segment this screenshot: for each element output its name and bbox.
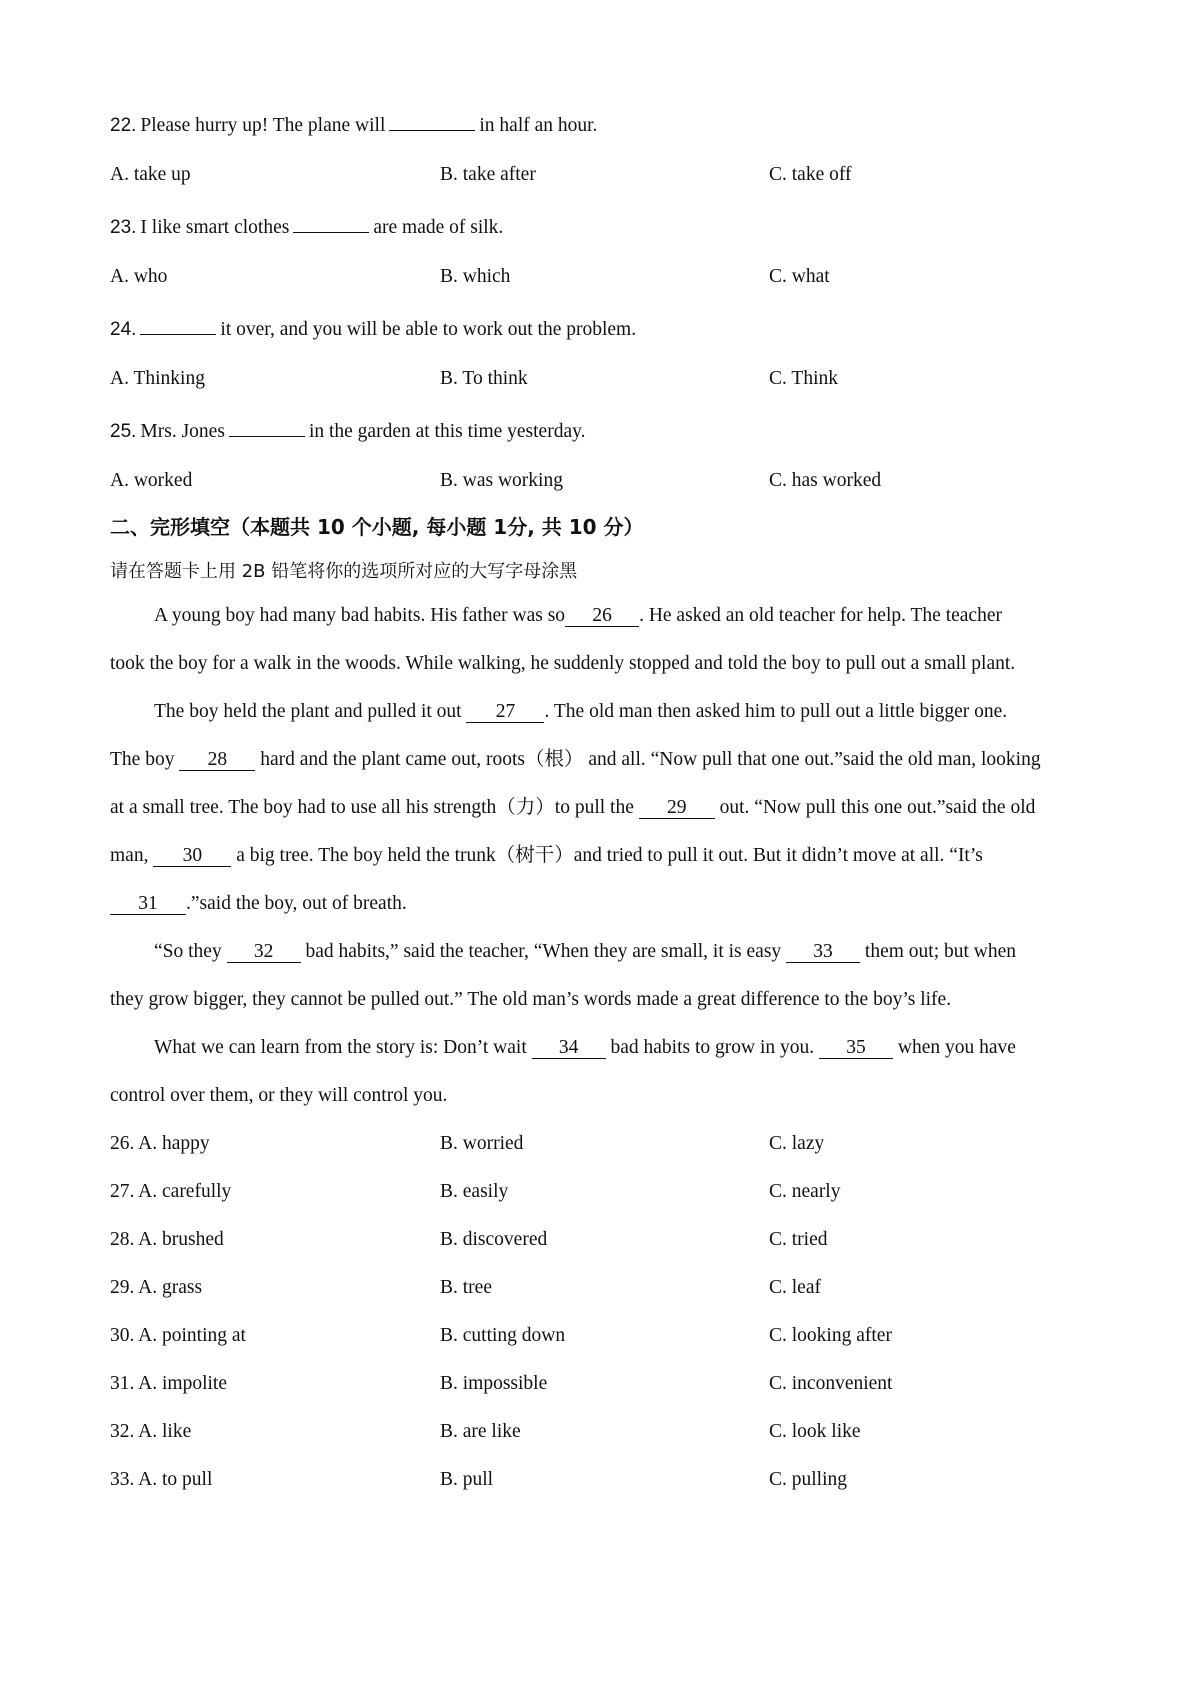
option-b: B. are like [440,1421,521,1442]
option-a: 28. A. brushed [110,1229,224,1250]
question-number: 23. [110,217,137,238]
option-b: B. was working [440,470,563,491]
option-b: B. worried [440,1133,524,1154]
question-22 [110,112,597,138]
question-number: 22. [110,115,137,136]
question-text: in the garden at this time yesterday. [308,421,586,442]
option-a: A. who [110,266,168,287]
option-a: 26. A. happy [110,1133,210,1154]
option-c: C. Think [769,368,838,389]
question-23 [110,214,503,240]
blank-27: 27 [466,702,544,723]
option-a: 33. A. to pull [110,1469,213,1490]
blank-35: 35 [819,1038,893,1059]
question-text: Please hurry up! The plane will [140,115,386,136]
passage-line [110,604,1002,628]
question-text: in half an hour. [479,115,598,136]
question-text: Mrs. Jones [140,421,225,442]
option-b: B. discovered [440,1229,548,1250]
passage-text: man, [110,845,149,866]
blank-30: 30 [153,846,231,867]
blank-33: 33 [786,942,860,963]
option-b: B. impossible [440,1373,548,1394]
option-b: B. cutting down [440,1325,566,1346]
option-c: C. pulling [769,1469,848,1490]
option-c: C. looking after [769,1325,892,1346]
answer-blank [140,316,216,335]
passage-text: The boy held the plant and pulled it out [154,701,462,722]
option-b: B. take after [440,164,536,185]
option-c: C. tried [769,1229,828,1250]
passage-text: hard and the plant came out, roots（根） and all. “Now pull that one out.”said the old man, looking [260,749,1041,770]
option-b: B. tree [440,1277,492,1298]
passage-text: out. “Now pull this one out.”said the old [719,797,1036,818]
option-a: 29. A. grass [110,1277,203,1298]
passage-text: at a small tree. The boy had to use all his strength（力）to pull the [110,797,634,818]
answer-blank [293,214,369,233]
option-b: B. pull [440,1469,494,1490]
answer-blank [389,112,475,131]
question-24 [110,316,636,342]
blank-29: 29 [639,798,715,819]
blank-31: 31 [110,894,186,915]
question-text: are made of silk. [373,217,504,238]
option-b: B. To think [440,368,528,389]
option-c: C. nearly [769,1181,841,1202]
passage-line: control over them, or they will control you. [110,1085,448,1106]
passage-text: them out; but when [864,941,1017,962]
question-25 [110,418,585,444]
passage-line [110,748,1041,772]
passage-text: What we can learn from the story is: Don’t wait [154,1037,527,1058]
passage-line: took the boy for a walk in the woods. While walking, he suddenly stopped and told the boy to pull out a small plant. [110,653,1016,674]
passage-line [110,796,1035,820]
option-a: A. Thinking [110,368,205,389]
option-c: C. lazy [769,1133,825,1154]
option-c: C. has worked [769,470,882,491]
passage-text: bad habits to grow in you. [610,1037,815,1058]
section-title: 二、完形填空（本题共 10 个小题, 每小题 1分, 共 10 分） [110,515,644,539]
passage-line [110,1036,1016,1060]
option-a: A. worked [110,470,193,491]
option-a: 31. A. impolite [110,1373,227,1394]
passage-text: bad habits,” said the teacher, “When they are small, it is easy [305,941,782,962]
section-instruction: 请在答题卡上用 2B 铅笔将你的选项所对应的大写字母涂黑 [110,561,578,582]
passage-text: a big tree. The boy held the trunk（树干）and tried to pull it out. But it didn’t move at all. “It’s [236,845,983,866]
passage-text: when you have [897,1037,1016,1058]
question-number: 25. [110,421,137,442]
blank-28: 28 [179,750,255,771]
passage-line: they grow bigger, they cannot be pulled out.” The old man’s words made a great difference to the boy’s life. [110,989,952,1010]
option-a: 27. A. carefully [110,1181,232,1202]
question-text: it over, and you will be able to work out the problem. [220,319,637,340]
option-c: C. take off [769,164,852,185]
blank-32: 32 [227,942,301,963]
question-text: I like smart clothes [140,217,290,238]
option-c: C. what [769,266,830,287]
passage-line [110,940,1016,964]
passage-text: . The old man then asked him to pull out a little bigger one. [544,701,1008,722]
passage-line [110,700,1007,724]
option-a: 32. A. like [110,1421,192,1442]
passage-line [110,844,983,868]
passage-line [110,892,407,916]
passage-text: .”said the boy, out of breath. [186,893,407,914]
option-c: C. leaf [769,1277,821,1298]
option-b: B. which [440,266,511,287]
blank-34: 34 [532,1038,606,1059]
option-b: B. easily [440,1181,509,1202]
option-a: A. take up [110,164,191,185]
blank-26: 26 [565,606,639,627]
passage-text: “So they [154,941,222,962]
option-c: C. inconvenient [769,1373,893,1394]
passage-text: . He asked an old teacher for help. The teacher [639,605,1002,626]
option-a: 30. A. pointing at [110,1325,246,1346]
option-c: C. look like [769,1421,861,1442]
question-number: 24. [110,319,137,340]
passage-text: A young boy had many bad habits. His father was so [154,605,566,626]
answer-blank [229,418,305,437]
passage-text: The boy [110,749,175,770]
